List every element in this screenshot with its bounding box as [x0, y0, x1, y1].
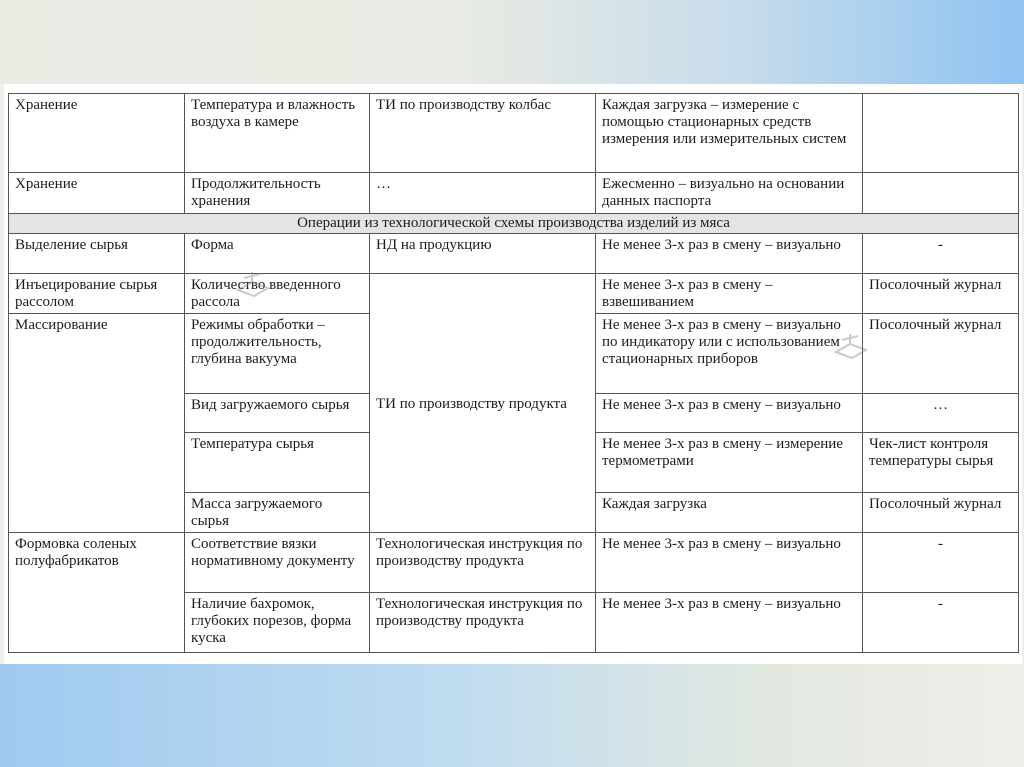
table-row	[9, 173, 1019, 214]
cell-frequency: Не менее 3-х раз в смену – визуально	[596, 593, 863, 653]
cell-operation: Инъецирование сырья рассолом	[9, 274, 185, 314]
book-logo-icon	[234, 268, 272, 298]
cell-frequency: Не менее 3-х раз в смену – визуально	[596, 533, 863, 593]
cell-parameter: Продолжительность хранения	[185, 173, 370, 214]
cell-parameter: Количество введенного рассола	[185, 274, 370, 314]
cell-document: Технологическая инструкция по производству продукта	[370, 593, 596, 653]
book-logo-icon	[832, 330, 870, 360]
cell-record: -	[863, 593, 1019, 653]
slide-bottom-band	[0, 664, 1024, 767]
cell-document: НД на продукцию	[370, 234, 596, 274]
cell-frequency: Не менее 3-х раз в смену – взвешиванием	[596, 274, 863, 314]
cell-frequency: Не менее 3-х раз в смену – визуально по индикатору или с использованием стационарных приборов	[596, 314, 863, 394]
section-heading: Операции из технологической схемы производства изделий из мяса	[9, 214, 1019, 234]
cell-frequency: Не менее 3-х раз в смену – визуально	[596, 234, 863, 274]
cell-record: -	[863, 234, 1019, 274]
cell-parameter: Температура сырья	[185, 433, 370, 493]
cell-operation: Массирование	[9, 314, 185, 533]
cell-parameter: Соответствие вязки нормативному документу	[185, 533, 370, 593]
table-row	[9, 94, 1019, 173]
table-row	[9, 274, 1019, 314]
section-row	[9, 214, 1019, 234]
cell-frequency: Не менее 3-х раз в смену – измерение термометрами	[596, 433, 863, 493]
cell-frequency: Ежесменно – визуально на основании данных паспорта	[596, 173, 863, 214]
control-table	[8, 93, 1019, 653]
slide-top-band	[0, 0, 1024, 84]
cell-record	[863, 173, 1019, 214]
cell-parameter: Режимы обработки – продолжительность, глубина вакуума	[185, 314, 370, 394]
cell-parameter: Наличие бахромок, глубоких порезов, форма куска	[185, 593, 370, 653]
cell-parameter: Температура и влажность воздуха в камере	[185, 94, 370, 173]
cell-record: Посолочный журнал	[863, 314, 1019, 394]
table-row	[9, 533, 1019, 593]
cell-record: Посолочный журнал	[863, 493, 1019, 533]
cell-record: -	[863, 533, 1019, 593]
cell-operation: Выделение сырья	[9, 234, 185, 274]
cell-frequency: Не менее 3-х раз в смену – визуально	[596, 394, 863, 433]
cell-parameter: Масса загружаемого сырья	[185, 493, 370, 533]
cell-frequency: Каждая загрузка – измерение с помощью стационарных средств измерения или измерительных систем	[596, 94, 863, 173]
cell-record	[863, 94, 1019, 173]
cell-record: …	[863, 394, 1019, 433]
cell-document: ТИ по производству колбас	[370, 94, 596, 173]
cell-document: Технологическая инструкция по производству продукта	[370, 533, 596, 593]
cell-record: Посолочный журнал	[863, 274, 1019, 314]
cell-parameter: Вид загружаемого сырья	[185, 394, 370, 433]
table-row	[9, 234, 1019, 274]
cell-operation: Формовка соленых полуфабрикатов	[9, 533, 185, 653]
cell-operation: Хранение	[9, 94, 185, 173]
cell-document-merged: ТИ по производству продукта	[370, 274, 596, 533]
cell-record: Чек-лист контроля температуры сырья	[863, 433, 1019, 493]
cell-operation: Хранение	[9, 173, 185, 214]
cell-parameter: Форма	[185, 234, 370, 274]
cell-frequency: Каждая загрузка	[596, 493, 863, 533]
cell-document: …	[370, 173, 596, 214]
